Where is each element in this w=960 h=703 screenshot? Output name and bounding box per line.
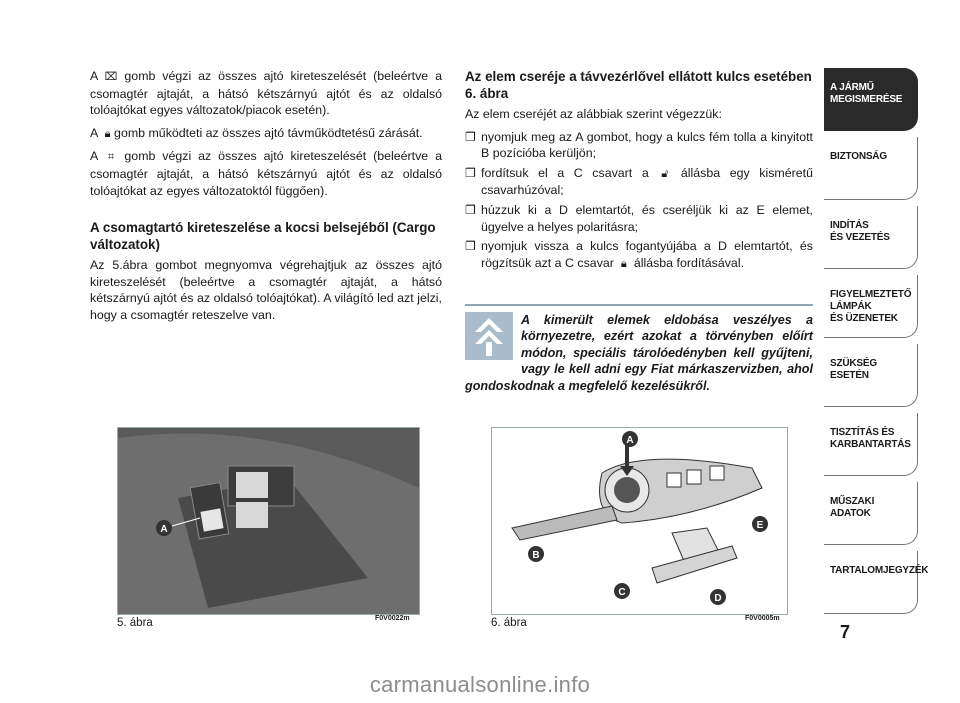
tab-starting-driving[interactable]: INDÍTÁS ÉS VEZETÉS bbox=[824, 206, 918, 269]
watermark: carmanualsonline.info bbox=[369, 672, 591, 697]
tab-maintenance[interactable]: TISZTÍTÁS ÉS KARBANTARTÁS bbox=[824, 413, 918, 476]
unlock-icon: 🔓︎ bbox=[661, 167, 669, 180]
figure-label: B bbox=[532, 550, 540, 561]
checkbox-bullet: ❒ bbox=[465, 165, 476, 180]
lock-icon: 🔒︎ bbox=[104, 127, 111, 140]
tab-emergency[interactable]: SZÜKSÉG ESETÉN bbox=[824, 344, 918, 407]
key-illustration bbox=[492, 428, 787, 614]
right-column bbox=[465, 68, 813, 275]
figure-label: C bbox=[618, 587, 626, 598]
list-item: ❒ húzzuk ki a D elemtartót, és cseréljük ki az E elemet, ügyelve a helyes polaritásra; bbox=[465, 202, 813, 234]
tab-vehicle-overview[interactable]: A JÁRMŰ MEGISMERÉSE bbox=[824, 68, 918, 131]
cargo-unlock-icon: ⌗ bbox=[107, 151, 115, 164]
lock-icon: 🔒︎ bbox=[620, 257, 627, 270]
figure-5-caption: 5. ábra bbox=[117, 617, 153, 629]
recycle-warning-icon bbox=[465, 312, 513, 360]
list-item: ❒ nyomjuk vissza a kulcs fogantyújába a D elemtartót, és rögzítsük azt a C csavar 🔒︎ állásba fordításával. bbox=[465, 238, 813, 272]
tab-contents[interactable]: TARTALOMJEGYZÉK bbox=[824, 551, 918, 614]
figure-label: E bbox=[756, 520, 764, 531]
paragraph-unlock-button: A ⌧ gomb végzi az összes ajtó kireteszelését (beleértve a csomagtér ajtaját, a hátsó kétszárnyú ajtót és az oldalsó tolóajtókat egyes változatok/piacok esetén). bbox=[90, 69, 442, 118]
paragraph-lock-button: A 🔒︎ gomb működteti az összes ajtó távműködtetésű zárását. bbox=[90, 125, 442, 143]
checkbox-bullet: ❒ bbox=[465, 129, 476, 144]
chapter-sidebar bbox=[824, 68, 929, 620]
list-item: ❒ fordítsuk el a C csavart a 🔓︎ állásba egy kisméretű csavarhúzóval; bbox=[465, 165, 813, 198]
list-item: ❒ nyomjuk meg az A gombot, hogy a kulcs fém tolla a kinyitott B pozícióba kerüljön; bbox=[465, 129, 813, 161]
unlock-rear-icon: ⌧ bbox=[104, 71, 118, 83]
paragraph-intro: Az elem cseréjét az alábbiak szerint végezzük: bbox=[465, 107, 722, 121]
checkbox-bullet: ❒ bbox=[465, 239, 476, 254]
figure-5-door-panel bbox=[117, 427, 420, 615]
left-column bbox=[90, 68, 442, 330]
tab-technical-data[interactable]: MŰSZAKI ADATOK bbox=[824, 482, 918, 545]
paragraph-cargo: Az 5.ábra gombot megnyomva végrehajtjuk az összes ajtó kireteszelését (beleértve a csomagtér ajtaját, a hátsó kétszárnyú ajtót és az oldalsó tolóajtókat). A világító led azt jelzi, hogy a csomagtér reteszelve van. bbox=[90, 258, 442, 322]
warning-text: A kimerült elemek eldobása veszélyes a környezetre, ezért azokat a törvényben előírt módon, speciális tárolóedényben kell gyűjteni, vagy le kell adni egy Fiat márkaszervizben, ahol gondoskodnak a megfelelő kezelésükről. bbox=[465, 313, 813, 393]
paragraph-unlock-all: A ⌗ gomb végzi az összes ajtó kireteszelését (beleértve a csomagtér ajtaját, a hátsó kétszárnyú ajtót és az oldalsó tolóajtókat az egyes változatoktól függően). bbox=[90, 149, 442, 198]
figure-5-code: F0V0022m bbox=[375, 615, 410, 622]
door-panel-illustration bbox=[118, 428, 419, 614]
environment-warning bbox=[465, 304, 813, 394]
section-heading-battery: Az elem cseréje a távvezérlővel ellátott kulcs esetében 6. ábra bbox=[465, 69, 812, 101]
figure-6-code: F0V0005m bbox=[745, 615, 780, 622]
page-number: 7 bbox=[840, 622, 851, 642]
section-heading-cargo: A csomagtartó kireteszelése a kocsi belsejéből (Cargo változatok) bbox=[90, 220, 436, 253]
figure-label: A bbox=[160, 524, 168, 535]
figure-6-caption: 6. ábra bbox=[491, 617, 527, 629]
tab-safety[interactable]: BIZTONSÁG bbox=[824, 137, 918, 200]
figure-6-key-battery bbox=[491, 427, 788, 615]
figure-label: A bbox=[626, 435, 634, 446]
checkbox-bullet: ❒ bbox=[465, 202, 476, 217]
tab-warning-lights[interactable]: FIGYELMEZTETŐ LÁMPÁK ÉS ÜZENETEK bbox=[824, 275, 918, 338]
figure-label: D bbox=[714, 593, 722, 604]
